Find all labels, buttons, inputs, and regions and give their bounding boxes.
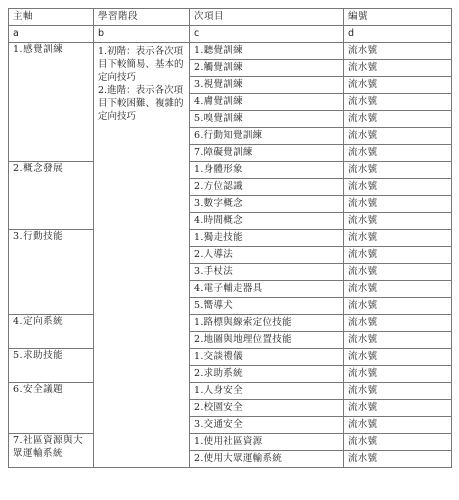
table-row (9, 349, 452, 366)
main-axis-cell: 3.行動技能 (9, 230, 94, 315)
sub-item-cell: 4.電子輔走器具 (190, 281, 344, 298)
number-cell: 流水號 (344, 264, 452, 281)
main-axis-cell: 7.社區資源與大眾運輸系統 (9, 434, 94, 468)
learning-stage-note: 1.初階：表示各次項目下較簡易、基本的定向技巧 2.進階：表示各次項目下較困難、複雜的定向技巧 (94, 43, 190, 468)
number-cell: 流水號 (344, 111, 452, 128)
sub-item-cell: 3.視覺訓練 (190, 77, 344, 94)
sub-item-cell: 4.時間概念 (190, 213, 344, 230)
sub-item-cell: 3.數字概念 (190, 196, 344, 213)
sub-item-cell: 7.障礙覺訓練 (190, 145, 344, 162)
table-body (9, 43, 452, 468)
number-cell: 流水號 (344, 230, 452, 247)
number-cell: 流水號 (344, 145, 452, 162)
sub-item-cell: 5.嚮導犬 (190, 298, 344, 315)
sub-item-cell: 2.觸覺訓練 (190, 60, 344, 77)
sub-item-cell: 1.交談禮儀 (190, 349, 344, 366)
sub-item-cell: 2.地圖與地理位置技能 (190, 332, 344, 349)
sub-item-cell: 1.聽覺訓練 (190, 43, 344, 60)
number-cell: 流水號 (344, 179, 452, 196)
header-sub-item: 次項目 (190, 9, 344, 26)
number-cell: 流水號 (344, 349, 452, 366)
sub-item-cell: 6.行動知覺訓練 (190, 128, 344, 145)
table-row (9, 383, 452, 400)
main-axis-cell: 5.求助技能 (9, 349, 94, 383)
sub-item-cell: 1.人身安全 (190, 383, 344, 400)
number-cell: 流水號 (344, 196, 452, 213)
code-d: d (344, 26, 452, 43)
number-cell: 流水號 (344, 332, 452, 349)
sub-item-cell: 4.膚覺訓練 (190, 94, 344, 111)
number-cell: 流水號 (344, 213, 452, 230)
sub-item-cell: 2.人導法 (190, 247, 344, 264)
table-row (9, 230, 452, 247)
number-cell: 流水號 (344, 417, 452, 434)
number-cell: 流水號 (344, 434, 452, 451)
table-row (9, 434, 452, 451)
number-cell: 流水號 (344, 366, 452, 383)
sub-item-cell: 3.手杖法 (190, 264, 344, 281)
main-axis-cell: 1.感覺訓練 (9, 43, 94, 162)
code-row (9, 26, 452, 43)
number-cell: 流水號 (344, 400, 452, 417)
sub-item-cell: 1.路標與線索定位技能 (190, 315, 344, 332)
number-cell: 流水號 (344, 383, 452, 400)
orientation-mobility-table (8, 8, 452, 468)
sub-item-cell: 2.校園安全 (190, 400, 344, 417)
main-axis-cell: 4.定向系統 (9, 315, 94, 349)
number-cell: 流水號 (344, 77, 452, 94)
header-number: 編號 (344, 9, 452, 26)
sub-item-cell: 2.使用大眾運輸系統 (190, 451, 344, 468)
number-cell: 流水號 (344, 162, 452, 179)
number-cell: 流水號 (344, 43, 452, 60)
sub-item-cell: 2.方位認識 (190, 179, 344, 196)
number-cell: 流水號 (344, 451, 452, 468)
number-cell: 流水號 (344, 281, 452, 298)
header-row (9, 9, 452, 26)
sub-item-cell: 1.使用社區資源 (190, 434, 344, 451)
table-row (9, 315, 452, 332)
main-axis-cell: 2.概念發展 (9, 162, 94, 230)
number-cell: 流水號 (344, 128, 452, 145)
sub-item-cell: 3.交通安全 (190, 417, 344, 434)
table-row (9, 162, 452, 179)
number-cell: 流水號 (344, 247, 452, 264)
header-main-axis: 主軸 (9, 9, 94, 26)
header-learning-stage: 學習階段 (94, 9, 190, 26)
code-c: c (190, 26, 344, 43)
sub-item-cell: 1.身體形象 (190, 162, 344, 179)
sub-item-cell: 5.嗅覺訓練 (190, 111, 344, 128)
code-b: b (94, 26, 190, 43)
main-axis-cell: 6.安全議題 (9, 383, 94, 434)
table-row (9, 43, 452, 60)
sub-item-cell: 2.求助系統 (190, 366, 344, 383)
number-cell: 流水號 (344, 60, 452, 77)
number-cell: 流水號 (344, 94, 452, 111)
number-cell: 流水號 (344, 298, 452, 315)
code-a: a (9, 26, 94, 43)
sub-item-cell: 1.獨走技能 (190, 230, 344, 247)
number-cell: 流水號 (344, 315, 452, 332)
